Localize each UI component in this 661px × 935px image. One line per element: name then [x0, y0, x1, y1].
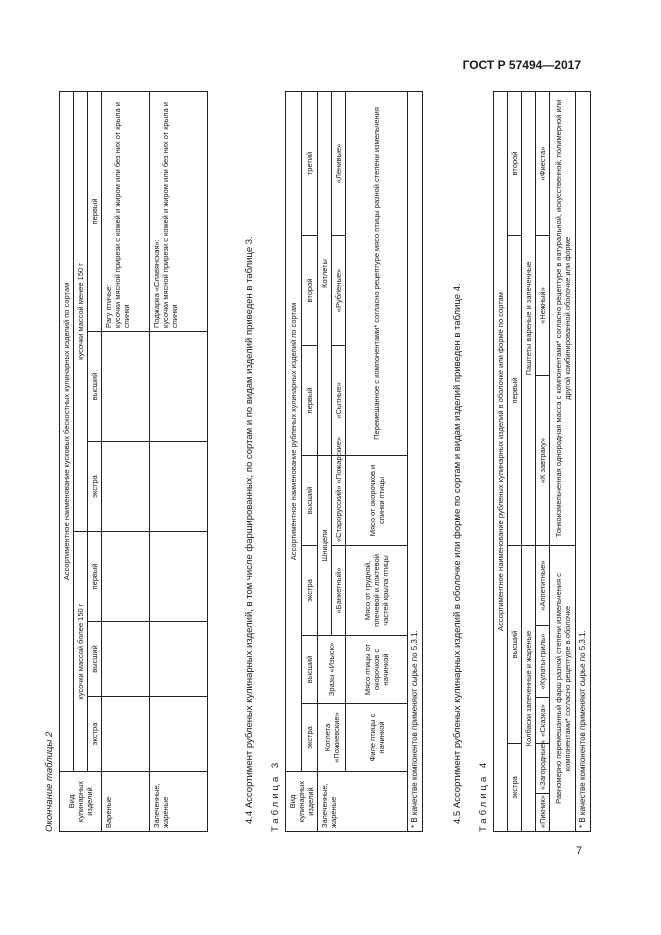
t2-cell: Поджарка «Славянская»: кусочки мясной прирези с кожей и жиром или без них от крыла и спинки [150, 91, 208, 331]
t2-col: первый [88, 532, 102, 622]
section-4-5: 4.5 Ассортимент рубленых кулинарных изделий в оболочке или форме по сортам и видам изделий приведен в таблице 4. [452, 283, 463, 824]
t4-head: Ассортиментное наименование рубленых кулинарных изделий в оболочке или форме по сортам [494, 91, 508, 831]
t3-head: Ассортиментное наименование рубленых кулинарных изделий по сортам [286, 91, 302, 771]
t2-row-label: Вареные [102, 772, 150, 832]
table2-caption: Окончание таблицы 2 [44, 731, 55, 832]
t3-desc: Перемешанное с компонентами* согласно рецептуре мясо птицы разной степени измельчения [346, 91, 408, 455]
t3-footnote: * В качестве компонентов применяют сырье по 5.3.1. [408, 91, 423, 831]
t3-col: экстра [302, 704, 318, 772]
t2-head: Ассортиментное наименование кусковых бескостных кулинарных изделий по сортам [60, 91, 74, 771]
t4-name: «Загородные» [536, 744, 550, 794]
t2-col: первый [88, 91, 102, 331]
page-header: ГОСТ Р 57494—2017 [462, 58, 581, 72]
t4-col: высший [508, 546, 522, 744]
t3-name: «Ленивые» [332, 91, 346, 235]
t3-desc: Мясо от окорочков и спинки птицы [346, 456, 408, 546]
t2-col: высший [88, 332, 102, 442]
page-number: 7 [576, 845, 583, 857]
t2-col: экстра [88, 442, 102, 532]
t3-name: «Сытные» [332, 346, 346, 456]
t2-cell: Рагу птичье: кусочки мясной прирези с кожей и жиром или без них от крыла и спинки [102, 91, 150, 331]
t3-subhead: Зразы «Изыск» [318, 636, 346, 704]
t3-subhead: Котлета «Пожиевские» [318, 704, 346, 772]
table3-caption: Таблица 3 [270, 759, 281, 832]
t3-desc: Мясо птицы от окорочков с начинкой [346, 636, 408, 704]
t3-col: первый [302, 346, 318, 456]
t4-desc: Равномерно перемешанный фарш разной степени измельчения с компонентами* согласно рецептуре в оболочке [550, 546, 576, 832]
t3-vid-header: Вид кулинарных изделий [286, 772, 318, 832]
t4-name: «Сказка» [536, 698, 550, 744]
t4-group: Колбаски запеченные и жареные [522, 546, 536, 832]
table-4 [493, 91, 591, 832]
t2-col: высший [88, 622, 102, 697]
section-4-4: 4.4 Ассортимент рубленых кулинарных изделий, в том числе фаршированных, по сортам и по видам изделий приведен в таблице 3. [244, 236, 255, 824]
t2-group2: кусочки массой менее 150 г [74, 91, 88, 531]
t4-name: «Фиеста» [536, 91, 550, 235]
t4-footnote: * В качестве компонентов применяют сырье по 5.3.1. [576, 91, 591, 831]
t2-row-label: Запеченные, жареные [150, 772, 208, 832]
t3-col: второй [302, 236, 318, 346]
t4-col: второй [508, 91, 522, 235]
t3-col: третий [302, 91, 318, 235]
t4-name: «Пикник» [536, 794, 550, 832]
t3-desc: Филе птицы с начинкой [346, 704, 408, 772]
t3-row-label: Запеченные, жареные [318, 772, 408, 832]
t4-col: первый [508, 236, 522, 546]
t3-subhead: Котлеты [318, 91, 332, 455]
t3-subhead: Шницели [318, 456, 332, 636]
t4-name: «К завтраку» [536, 376, 550, 546]
t2-col: экстра [88, 697, 102, 772]
t2-group1: кусочки массой более 150 г [74, 532, 88, 772]
t4-name: «Аппетитные» [536, 546, 550, 626]
t3-name: «Рубленые» [332, 236, 346, 346]
t3-col: высший [302, 636, 318, 704]
t3-col: экстра [302, 546, 318, 636]
t2-vid-header: Вид кулинарных изделий [60, 772, 102, 832]
rotated-content [44, 92, 587, 832]
t3-name: «Банкетный» [332, 546, 346, 636]
t4-col: экстра [508, 744, 522, 832]
table4-caption: Таблица 4 [478, 759, 489, 832]
t4-desc: Тонкоизмельченная однородная масса с компонентами* согласно рецептуре в натуральной, искусственной, полимерной или другой комбинированной оболочке или форме [550, 91, 576, 545]
table-3 [285, 91, 423, 832]
t4-name: «Нежный» [536, 236, 550, 376]
t4-name: «Кулаты-гриль» [536, 626, 550, 698]
t3-col: высший [302, 456, 318, 546]
t3-name: «Старорусский» «Пожарские» [332, 456, 346, 546]
t4-group: Паштеты вареные и запеченные [522, 91, 536, 545]
table-2 [59, 91, 208, 832]
t3-desc: Мясо от грудной, плечевой и локтевой частей крыла птицы [346, 546, 408, 636]
